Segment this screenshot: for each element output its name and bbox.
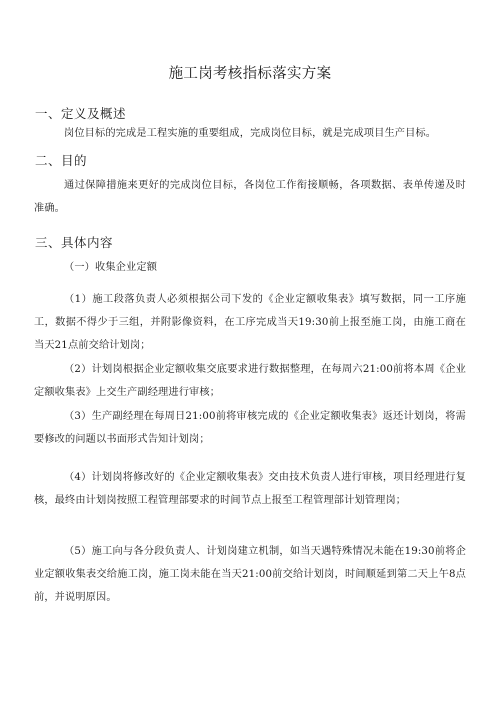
subsection-heading-collect-quota: （一）收集企业定额 bbox=[64, 262, 158, 273]
paragraph-item-2: （2）计划岗根据企业定额收集交底要求进行数据整理，在每周六21:00前将本周《企业定额收集表》上交生产副经理进行审核； bbox=[34, 364, 466, 398]
paragraph-purpose: 通过保障措施来更好的完成岗位目标，各岗位工作衔接顺畅，各项数据、表单传递及时准确。 bbox=[34, 180, 466, 214]
section-heading-content: 三、具体内容 bbox=[35, 235, 114, 250]
paragraph-item-4: （4）计划岗将修改好的《企业定额收集表》交由技术负责人进行审核，项目经理进行复核，最终由计划岗按照工程管理部要求的时间节点上报至工程管理部计划管理岗； bbox=[34, 472, 466, 506]
paragraph-item-1: （1）施工段落负责人必须根据公司下发的《企业定额收集表》填写数据，同一工序施工，数据不得少于三组，并附影像资料，在工序完成当天19:30前上报至施工岗，由施工商在当天21点前交给计划岗； bbox=[34, 294, 466, 351]
document-title: 施工岗考核指标落实方案 bbox=[168, 66, 332, 82]
section-heading-purpose: 二、目的 bbox=[35, 153, 88, 168]
section-heading-definition: 一、定义及概述 bbox=[35, 106, 127, 121]
paragraph-definition: 岗位目标的完成是工程实施的重要组成，完成岗位目标，就是完成项目生产目标。 bbox=[64, 128, 437, 139]
paragraph-item-5: （5）施工向与各分段负责人、计划岗建立机制，如当天遇特殊情况未能在19:30前将企业定额收集表交给施工岗，施工岗未能在当天21:00前交给计划岗，时间顺延到第二天上午8点前，并说明原因。 bbox=[34, 546, 466, 603]
paragraph-item-3: （3）生产副经理在每周日21:00前将审核完成的《企业定额收集表》返还计划岗，将需要修改的问题以书面形式告知计划岗； bbox=[34, 411, 466, 445]
